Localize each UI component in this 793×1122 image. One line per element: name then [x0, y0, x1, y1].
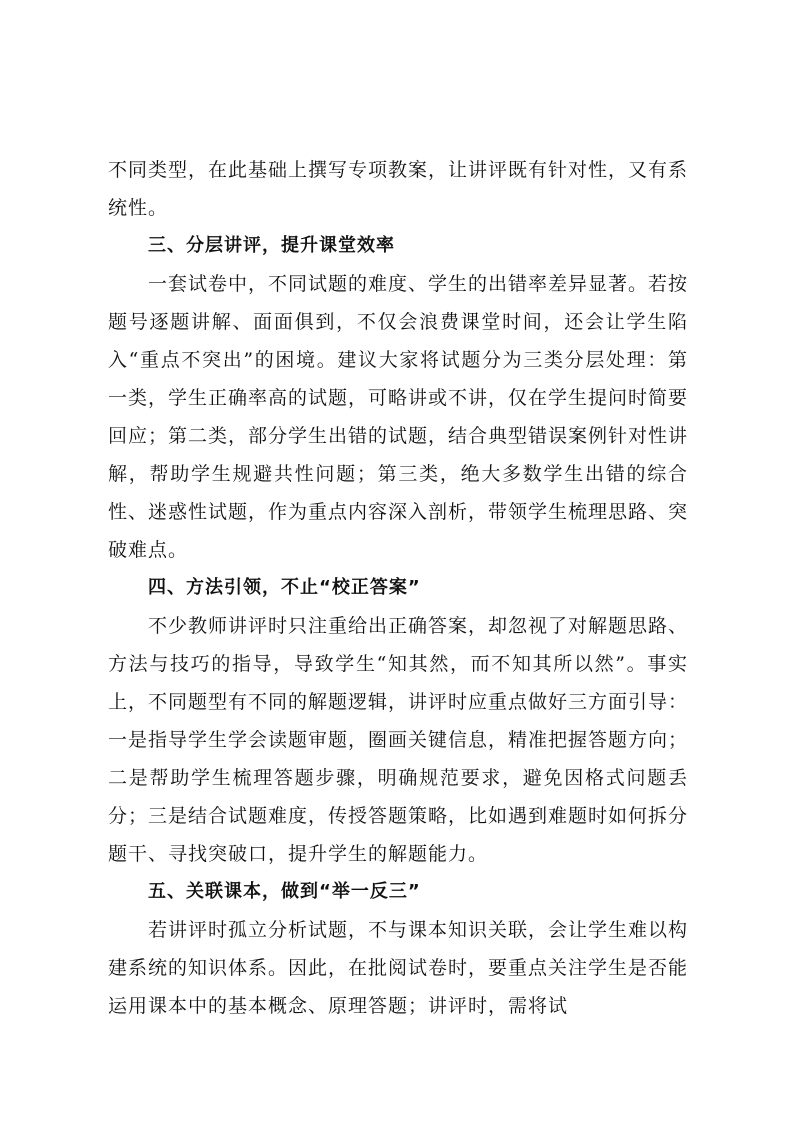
section-heading-5: 五、关联课本，做到“举一反三” [148, 881, 421, 902]
paragraph-continued: 不同类型，在此基础上撰写专项教案，让讲评既有针对性，又有系统性。 [108, 159, 689, 219]
paragraph-textbook-link: 若讲评时孤立分析试题，不与课本知识关联，会让学生难以构建系统的知识体系。因此，在批阅试卷时，要重点关注学生是否能运用课本中的基本概念、原理答题；讲评时，需将试 [108, 919, 689, 1017]
paragraph-layered-review: 一套试卷中，不同试题的难度、学生的出错率差异显著。若按题号逐题讲解、面面俱到，不仅会浪费课堂时间，还会让学生陷入“重点不突出”的困境。建议大家将试题分为三类分层处理：第一类，学生正确率高的试题，可略讲或不讲，仅在学生提问时简要回应；第二类，部分学生出错的试题，结合典型错误案例针对性讲解，帮助学生规避共性问题；第三类，绝大多数学生出错的综合性、迷惑性试题，作为重点内容深入剖析，带领学生梳理思路、突破难点。 [108, 273, 689, 561]
section-heading-3: 三、分层讲评，提升课堂效率 [148, 235, 395, 256]
section-heading-4: 四、方法引领，不止“校正答案” [148, 577, 421, 598]
document-body [108, 151, 688, 1025]
paragraph-method-guidance: 不少教师讲评时只注重给出正确答案，却忽视了对解题思路、方法与技巧的指导，导致学生“知其然，而不知其所以然”。事实上，不同题型有不同的解题逻辑，讲评时应重点做好三方面引导：一是指导学生学会读题审题，圈画关键信息，精准把握答题方向；二是帮助学生梳理答题步骤，明确规范要求，避免因格式问题丢分；三是结合试题难度，传授答题策略，比如遇到难题时如何拆分题干、寻找突破口，提升学生的解题能力。 [108, 615, 689, 865]
